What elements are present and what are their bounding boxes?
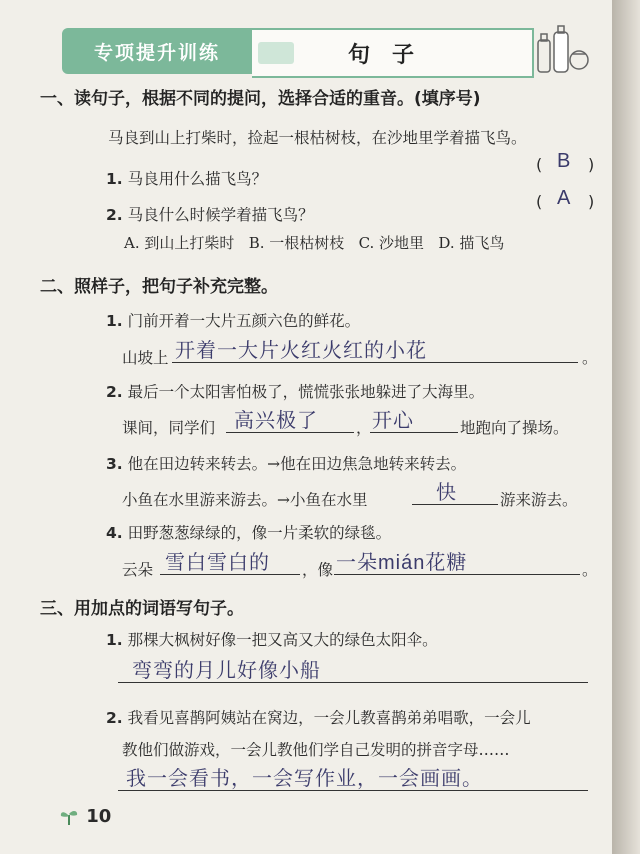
series-title: 专项提升训练 [93,41,220,64]
s1-q2-paren-open: ( [536,192,543,211]
s2-q1-number: 1. [106,312,123,330]
s2-q3-answer: 快 [436,482,457,504]
s1-options [124,232,504,253]
s2-q4-answer1: 雪白雪白的 [165,552,270,574]
section1-sentence: 马良到山上打柴时，捡起一根枯树枝，在沙地里学着描飞鸟。 [108,129,527,147]
option-c: C. 沙地里 [358,234,425,252]
s3-q1-text: 那棵大枫树好像一把又高又大的绿色太阳伞。 [127,631,438,649]
s2-q3-answer-line [412,504,498,505]
s1-q1-paren-open: ( [536,155,543,174]
s3-q1 [106,628,438,650]
s2-q2-example [106,380,484,402]
page-number: 10 [86,806,112,827]
topic-banner [252,28,534,78]
s1-q2 [106,203,314,225]
s2-q4-prefix: 云朵 [122,561,154,579]
s3-q2-text-line1: 我看见喜鹊阿姨站在窝边，一会儿教喜鹊弟弟唱歌，一会儿 [127,709,531,727]
s2-q3-example [106,452,466,474]
s2-q2-mid: ， [356,419,372,437]
page-header [62,22,580,80]
s2-q1-example [106,309,360,331]
s2-q4-suffix: 。 [582,561,598,579]
topic-title: 句子 [347,42,436,68]
s2-q1-answer-line [172,362,578,363]
option-b: B. 一根枯树枝 [248,234,345,252]
page-footer [58,806,111,827]
s1-q2-answer: A [557,187,572,209]
section1-heading: 一、读句子，根据不同的提问，选择合适的重音。(填序号) [40,89,481,109]
s2-q4-answer1-line [160,574,300,575]
page-edge [612,0,640,854]
option-a: A. 到山上打柴时 [124,234,235,252]
s2-q4-answer2: 一朵mián花糖 [336,552,468,574]
s3-q1-answer-line [118,682,588,683]
sprout-icon [58,808,80,826]
s2-q1-prefix: 山坡上 [122,349,169,367]
s3-q2-answer: 我一会看书，一会写作业，一会画画。 [126,768,483,790]
s2-q4-answer2-line [334,574,580,575]
s2-q2-prefix: 课间，同学们 [122,419,216,437]
s2-q2-answer2-line [370,432,458,433]
s1-q1-text: 马良用什么描飞鸟？ [127,170,268,188]
s2-q1-example-text: 门前开着一大片五颜六色的鲜花。 [127,312,361,330]
s2-q2-number: 2. [106,383,123,401]
s2-q2-answer2: 开心 [372,410,414,432]
s3-q2-answer-line [118,790,588,791]
s1-q2-number: 2. [106,206,123,224]
bottles-icon [532,22,592,80]
s2-q3-suffix: 游来游去。 [500,491,578,509]
s2-q3-number: 3. [106,455,123,473]
s2-q2-example-text: 最后一个太阳害怕极了，慌慌张张地躲进了大海里。 [127,383,485,401]
s2-q2-answer1-line [226,432,354,433]
s2-q4-example [106,521,391,543]
s3-q1-number: 1. [106,631,123,649]
s3-q2-number: 2. [106,709,123,727]
s2-q3-prefix: 小鱼在水里游来游去。→小鱼在水里 [122,491,368,509]
s3-q1-answer: 弯弯的月儿好像小船 [132,660,321,682]
s1-q1 [106,167,267,189]
s1-q1-number: 1. [106,170,123,188]
s2-q2-answer1: 高兴极了 [234,410,318,432]
s2-q2-suffix: 地跑向了操场。 [460,419,569,437]
s2-q3-example-text: 他在田边转来转去。→他在田边焦急地转来转去。 [127,455,467,473]
s2-q4-mid: ，像 [302,561,334,579]
s1-q1-answer: B [557,150,572,172]
s3-q2-text-line2: 教他们做游戏，一会儿教他们学自己发明的拼音字母…… [122,741,510,759]
section3-heading: 三、用加点的词语写句子。 [40,599,244,619]
s2-q1-answer: 开着一大片火红火红的小花 [175,340,427,362]
s1-q2-paren-close: ) [588,192,595,211]
s2-q4-number: 4. [106,524,123,542]
section2-heading: 二、照样子，把句子补充完整。 [40,277,278,297]
topic-tag-decoration [258,42,294,64]
s1-q2-text: 马良什么时候学着描飞鸟？ [127,206,314,224]
option-d: D. 描飞鸟 [438,234,505,252]
s3-q2-line1 [106,706,531,728]
s2-q1-suffix: 。 [582,349,598,367]
s2-q4-example-text: 田野葱葱绿绿的，像一片柔软的绿毯。 [127,524,392,542]
series-banner [62,28,252,74]
s1-q1-paren-close: ) [588,155,595,174]
